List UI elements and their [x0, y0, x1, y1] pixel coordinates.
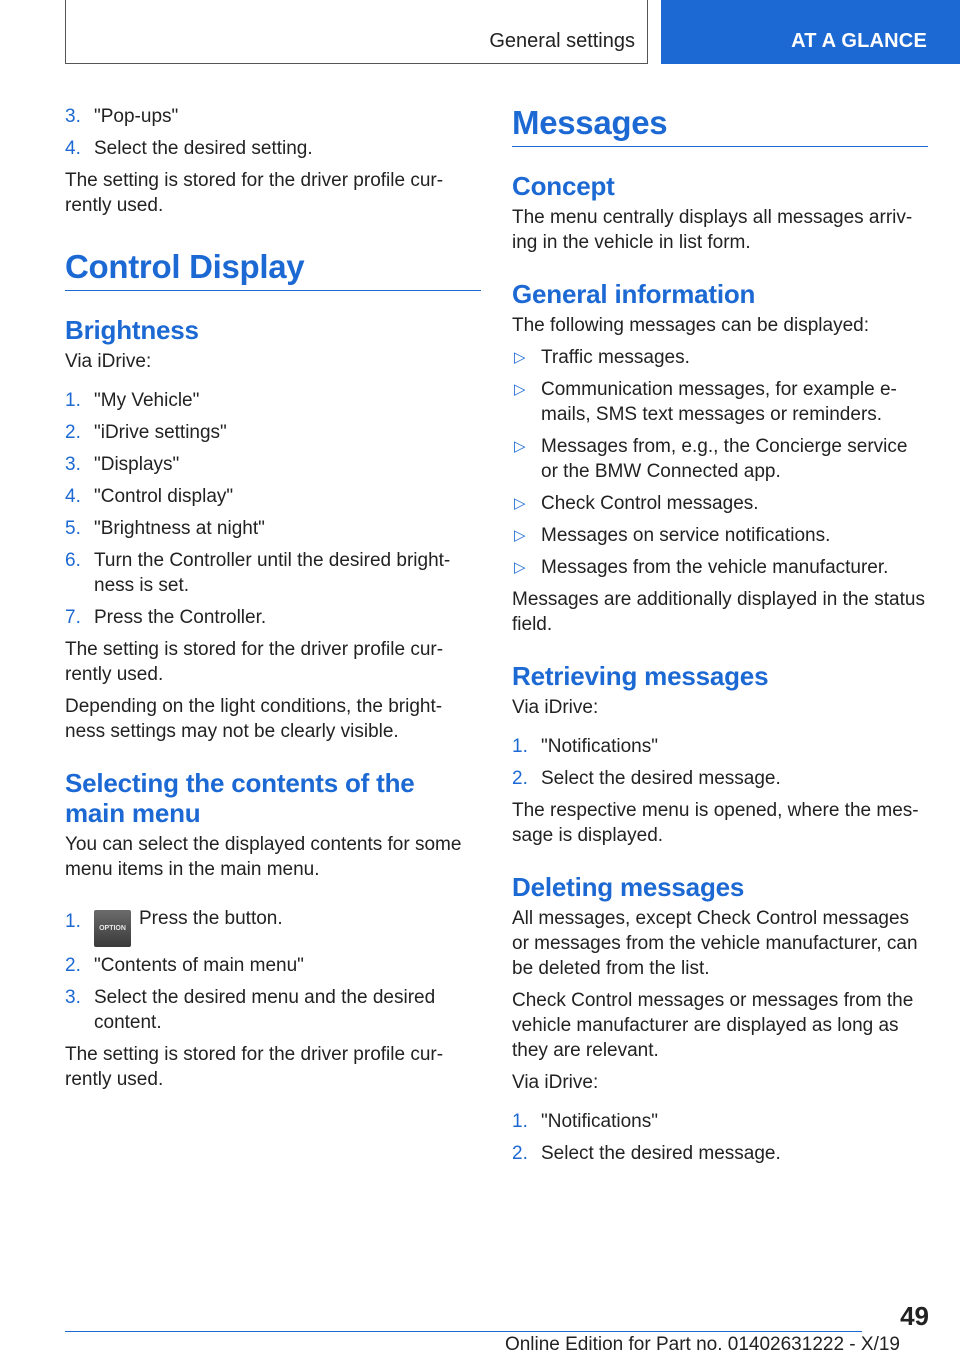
paragraph: Check Control messages or messages from the vehicle manufacturer are displayed as long as they are relevant. [512, 990, 914, 1061]
paragraph: Depending on the light conditions, the bright-ness settings may not be clearly visible. [65, 696, 443, 742]
paragraph: The setting is stored for the driver profile cur-rently used. [65, 1044, 444, 1090]
list-item: 1. "Notifications" [512, 736, 658, 757]
paragraph: All messages, except Check Control messages or messages from the vehicle manufacturer, can be deleted from the list. [512, 908, 918, 979]
list-item: 5. "Brightness at night" [65, 518, 265, 539]
list-item: 2. "Contents of main menu" [65, 955, 304, 976]
subheading-retrieving-messages: Retrieving messages [512, 661, 769, 691]
paragraph: The following messages can be displayed: [512, 315, 869, 336]
header-chapter-title: AT A GLANCE [791, 30, 927, 52]
section-title-messages: Messages [512, 104, 928, 147]
list-item: ▷ Messages from, e.g., the Concierge service or the BMW Connected app. [514, 436, 908, 482]
list-item: ▷ Traffic messages. [514, 347, 690, 368]
paragraph: Via iDrive: [512, 1072, 599, 1093]
list-item: 2. Select the desired message. [512, 768, 781, 789]
header-section-title: General settings [489, 30, 635, 52]
paragraph: The respective menu is opened, where the mes-sage is displayed. [512, 800, 919, 846]
list-item: 1. "Notifications" [512, 1111, 658, 1132]
left-column [65, 104, 481, 1092]
paragraph: The menu centrally displays all messages arriv-ing in the vehicle in list form. [512, 207, 913, 253]
triangle-bullet-icon: ▷ [514, 495, 526, 512]
triangle-bullet-icon: ▷ [514, 527, 526, 544]
paragraph: Messages are additionally displayed in the status field. [512, 589, 925, 635]
list-item: 3. "Displays" [65, 454, 180, 475]
list-item: ▷ Communication messages, for example e-mails, SMS text messages or reminders. [514, 379, 897, 425]
list-item: 1. OPTION Press the button. [65, 900, 481, 947]
section-title-control-display: Control Display [65, 248, 481, 291]
paragraph: You can select the displayed contents for some menu items in the main menu. [65, 834, 462, 880]
subheading-main-menu: Selecting the contents of the main menu [65, 768, 415, 828]
header-section-box [65, 0, 648, 64]
paragraph: The setting is stored for the driver profile cur-rently used. [65, 639, 444, 685]
list-item: 2. "iDrive settings" [65, 422, 227, 443]
list-item: 4. "Control display" [65, 486, 234, 507]
option-button-icon: OPTION [94, 910, 131, 947]
footer-edition: Online Edition for Part no. 01402631222 - X/19 [504, 1334, 900, 1355]
triangle-bullet-icon: ▷ [514, 349, 526, 366]
header-chapter-tab [661, 0, 960, 64]
list-item: 1. "My Vehicle" [65, 390, 200, 411]
subheading-brightness: Brightness [65, 315, 199, 345]
triangle-bullet-icon: ▷ [514, 438, 526, 455]
list-item: 2. Select the desired message. [512, 1143, 781, 1164]
list-item: 4. Select the desired setting. [65, 138, 313, 159]
triangle-bullet-icon: ▷ [514, 559, 526, 576]
footer-divider [65, 1331, 862, 1332]
triangle-bullet-icon: ▷ [514, 381, 526, 398]
paragraph: Via iDrive: [512, 697, 599, 718]
list-item: ▷ Check Control messages. [514, 493, 759, 514]
list-item: 7. Press the Controller. [65, 607, 267, 628]
right-column [512, 104, 928, 1166]
subheading-deleting-messages: Deleting messages [512, 872, 745, 902]
subheading-concept: Concept [512, 171, 615, 201]
list-item: 3. "Pop-ups" [65, 106, 179, 127]
paragraph: The setting is stored for the driver profile cur-rently used. [65, 170, 444, 216]
subheading-general-information: General information [512, 279, 756, 309]
paragraph: Via iDrive: [65, 351, 152, 372]
list-item: 3. Select the desired menu and the desired content. [65, 987, 436, 1033]
list-item: 6. Turn the Controller until the desired bright-ness is set. [65, 550, 451, 596]
list-item: ▷ Messages on service notifications. [514, 525, 831, 546]
page-number: 49 [900, 1301, 929, 1331]
list-item: ▷ Messages from the vehicle manufacturer. [514, 557, 889, 578]
